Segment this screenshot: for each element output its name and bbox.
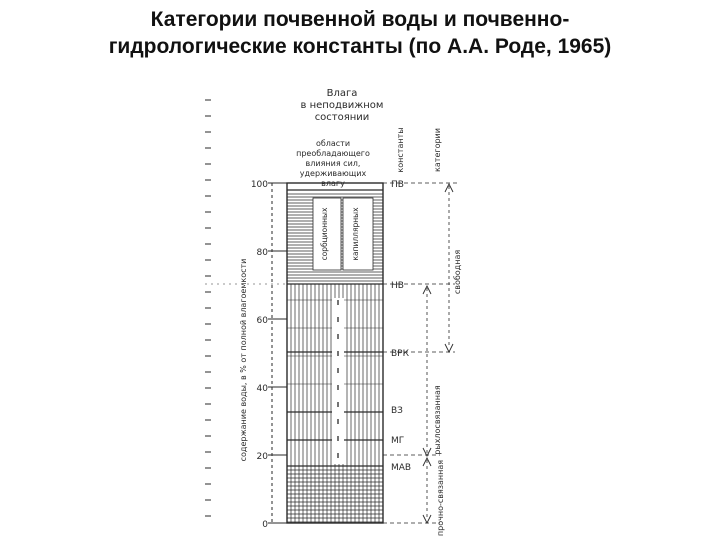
header-mid-line-1: области: [315, 139, 351, 148]
y-axis-ticks: [268, 183, 287, 523]
y-tick-label-80: 80: [256, 248, 268, 258]
constant-pv: ПВ: [391, 180, 404, 190]
header-top-line-2: в неподвижном: [300, 100, 384, 111]
y-axis-label: содержание воды, в % от полной влагоемкости: [239, 258, 248, 462]
header-mid-line-3: влияния сил,: [305, 159, 361, 168]
title-line-2: гидрологические константы (по А.А. Роде, 1965): [108, 35, 612, 58]
title-line-1: Категории почвенной воды и почвенно-: [150, 8, 570, 31]
scan-margin-dashes: [205, 100, 211, 516]
capillary-forces-label: капиллярных: [351, 207, 360, 261]
category-strong-bound: прочно-связанная: [436, 459, 445, 537]
column-header-categories: категории: [433, 128, 442, 172]
header-top-line-3: состоянии: [314, 112, 370, 123]
category-loose-bound: рыхлосвязанная: [433, 385, 442, 455]
header-top-line-1: Влага: [326, 88, 358, 99]
constant-vrk: ВРК: [391, 349, 409, 359]
category-free: свободная: [453, 249, 462, 295]
y-tick-label-40: 40: [256, 384, 268, 394]
column-header-constants: константы: [396, 127, 405, 173]
constant-nv: НВ: [391, 281, 404, 291]
grid-lower-section: [287, 466, 383, 523]
header-mid-line-2: преобладающего: [296, 149, 370, 158]
sorption-forces-label: сорбционных: [320, 207, 329, 261]
header-mid-line-5: влагу: [321, 179, 345, 188]
header-mid-line-4: удерживающих: [299, 169, 367, 178]
constant-vz: ВЗ: [391, 406, 403, 416]
y-tick-label-100: 100: [250, 180, 268, 190]
y-tick-label-20: 20: [256, 452, 268, 462]
y-tick-label-60: 60: [256, 316, 268, 326]
constant-mg: МГ: [391, 436, 405, 446]
y-tick-label-0: 0: [262, 520, 268, 530]
constant-mav: МАВ: [391, 463, 412, 473]
